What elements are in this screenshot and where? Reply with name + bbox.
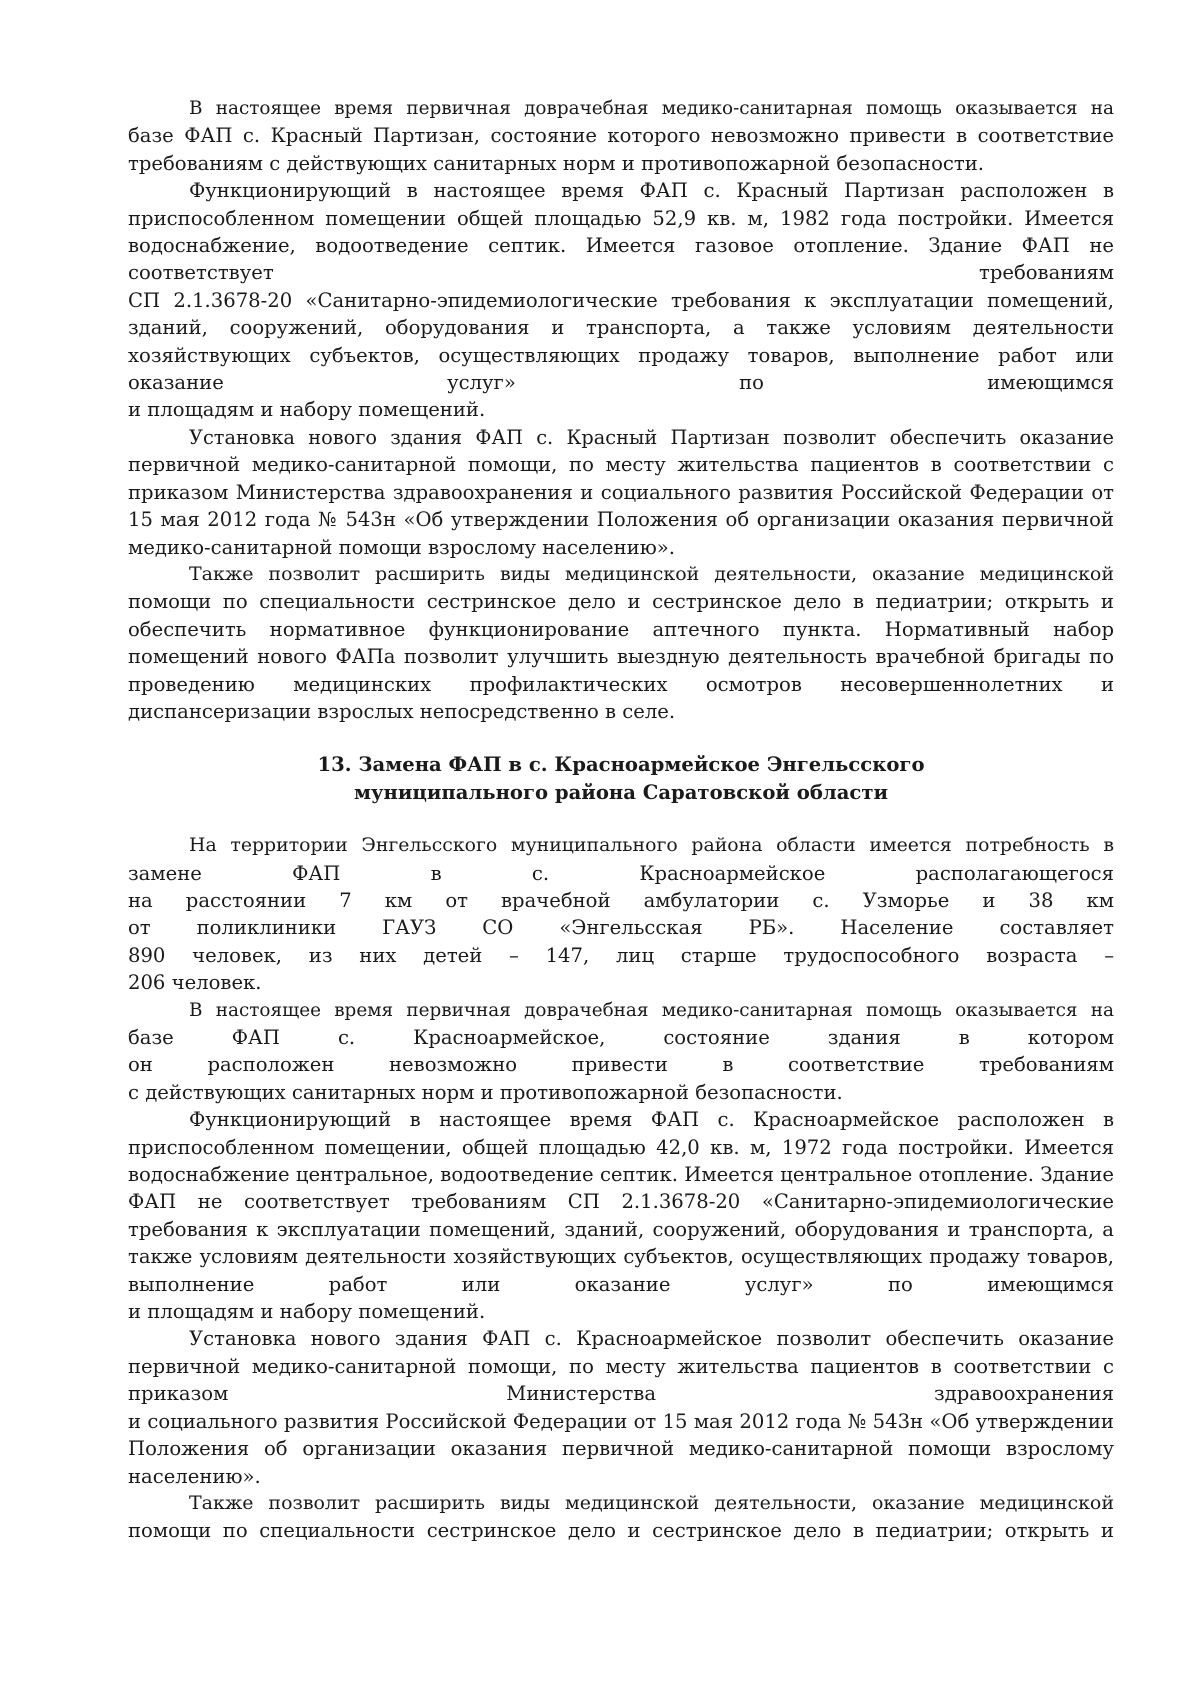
text-line: диспансеризации взрослых непосредственно в селе. <box>128 699 676 723</box>
text-line: Установка нового здания ФАП с. Красноармейское позволит обеспечить оказание <box>189 1327 1114 1351</box>
text-line: соответствует требованиям <box>128 261 1114 285</box>
text-line: Функционирующий в настоящее время ФАП с. Красный Партизан расположен в <box>189 179 1114 203</box>
text-line: 15 мая 2012 года № 543н «Об утверждении Положения об организации оказания первичной <box>128 508 1114 532</box>
text-line: помощи по специальности сестринское дело и сестринское дело в педиатрии; открыть и <box>128 590 1114 614</box>
section-heading <box>128 751 1114 806</box>
text-line: приспособленном помещении общей площадью 52,9 кв. м, 1982 года постройки. Имеется <box>128 206 1114 230</box>
text-line: замене ФАП в с. Красноармейское располагающегося <box>128 861 1114 885</box>
text-line: помещений нового ФАПа позволит улучшить выездную деятельность врачебной бригады по <box>128 645 1114 669</box>
text-line: водоснабжение, водоотведение септик. Имеется газовое отопление. Здание ФАП не <box>128 234 1114 258</box>
text-line: водоснабжение центральное, водоотведение септик. Имеется центральное отопление. Здание <box>128 1163 1114 1187</box>
text-line: от поликлиники ГАУЗ СО «Энгельсская РБ». Население составляет <box>128 916 1114 940</box>
paragraph-13-3 <box>128 1106 1114 1325</box>
text-line: На территории Энгельсского муниципального района области имеется потребность в <box>189 834 1114 857</box>
text-line: первичной медико-санитарной помощи, по месту жительства пациентов в соответствии с <box>128 1354 1114 1378</box>
paragraph-prev-1 <box>128 95 1114 177</box>
text-line: 890 человек, из них детей – 147, лиц старше трудоспособного возраста – <box>128 943 1114 967</box>
text-line: базе ФАП с. Красный Партизан, состояние которого невозможно привести в соответствие <box>128 124 1114 148</box>
text-line: приказом Министерства здравоохранения и социального развития Российской Федерации от <box>128 480 1114 504</box>
paragraph-prev-4 <box>128 561 1114 725</box>
text-line: оказание услуг» по имеющимся <box>128 371 1114 395</box>
text-line: также условиям деятельности хозяйствующих субъектов, осуществляющих продажу товаров, <box>128 1245 1114 1269</box>
text-line: Положения об организации оказания первичной медико-санитарной помощи взрослому <box>128 1437 1114 1461</box>
text-line: приказом Министерства здравоохранения <box>128 1382 1114 1406</box>
text-line: зданий, сооружений, оборудования и транспорта, а также условиям деятельности <box>128 316 1114 340</box>
text-line: Также позволит расширить виды медицинской деятельности, оказание медицинской <box>189 1491 1114 1514</box>
text-line: приспособленном помещении, общей площадью 42,0 кв. м, 1972 года постройки. Имеется <box>128 1135 1114 1159</box>
text-line: Установка нового здания ФАП с. Красный Партизан позволит обеспечить оказание <box>189 425 1114 449</box>
paragraph-13-2 <box>128 997 1114 1107</box>
text-line: требования к эксплуатации помещений, зданий, сооружений, оборудования и транспорта, а <box>128 1217 1114 1241</box>
text-line: с действующих санитарных норм и противопожарной безопасности. <box>128 1080 843 1104</box>
text-line: 206 человек. <box>128 971 262 995</box>
paragraph-13-4 <box>128 1325 1114 1489</box>
text-line: Также позволит расширить виды медицинской деятельности, оказание медицинской <box>189 562 1114 585</box>
document-page <box>128 95 1114 1545</box>
text-line: он расположен невозможно привести в соответствие требованиям <box>128 1053 1114 1077</box>
text-line: и площадям и набору помещений. <box>128 398 486 422</box>
text-line: хозяйствующих субъектов, осуществляющих продажу товаров, выполнение работ или <box>128 343 1114 367</box>
text-line: медико-санитарной помощи взрослому населению». <box>128 535 676 559</box>
text-line: населению». <box>128 1464 261 1488</box>
paragraph-prev-2 <box>128 177 1114 424</box>
paragraph-prev-3 <box>128 424 1114 561</box>
paragraph-13-1 <box>128 832 1114 996</box>
paragraph-13-5 <box>128 1490 1114 1545</box>
text-line: и социального развития Российской Федерации от 15 мая 2012 года № 543н «Об утверждении <box>128 1409 1114 1433</box>
text-line: требованиям с действующих санитарных норм и противопожарной безопасности. <box>128 151 984 175</box>
text-line: В настоящее время первичная доврачебная медико-санитарная помощь оказывается на <box>189 999 1114 1021</box>
text-line: первичной медико-санитарной помощи, по месту жительства пациентов в соответствии с <box>128 453 1114 477</box>
text-line: обеспечить нормативное функционирование аптечного пункта. Нормативный набор <box>128 617 1114 641</box>
text-line: В настоящее время первичная доврачебная медико-санитарная помощь оказывается на <box>189 98 1114 119</box>
heading-line-2: муниципального района Саратовской области <box>353 780 889 804</box>
text-line: базе ФАП с. Красноармейское, состояние здания в котором <box>128 1026 1114 1049</box>
text-line: помощи по специальности сестринское дело и сестринское дело в педиатрии; открыть и <box>128 1519 1114 1543</box>
text-line: и площадям и набору помещений. <box>128 1300 486 1324</box>
text-line: выполнение работ или оказание услуг» по имеющимся <box>128 1272 1114 1296</box>
text-line: ФАП не соответствует требованиям СП 2.1.3678-20 «Санитарно-эпидемиологические <box>128 1190 1114 1214</box>
heading-line-1: 13. Замена ФАП в с. Красноармейское Энгельсского <box>317 753 925 777</box>
text-line: СП 2.1.3678-20 «Санитарно-эпидемиологические требования к эксплуатации помещений, <box>128 288 1114 312</box>
text-line: Функционирующий в настоящее время ФАП с. Красноармейское расположен в <box>189 1108 1114 1132</box>
text-line: на расстоянии 7 км от врачебной амбулатории с. Узморье и 38 км <box>128 888 1114 912</box>
text-line: проведению медицинских профилактических осмотров несовершеннолетних и <box>128 672 1114 696</box>
